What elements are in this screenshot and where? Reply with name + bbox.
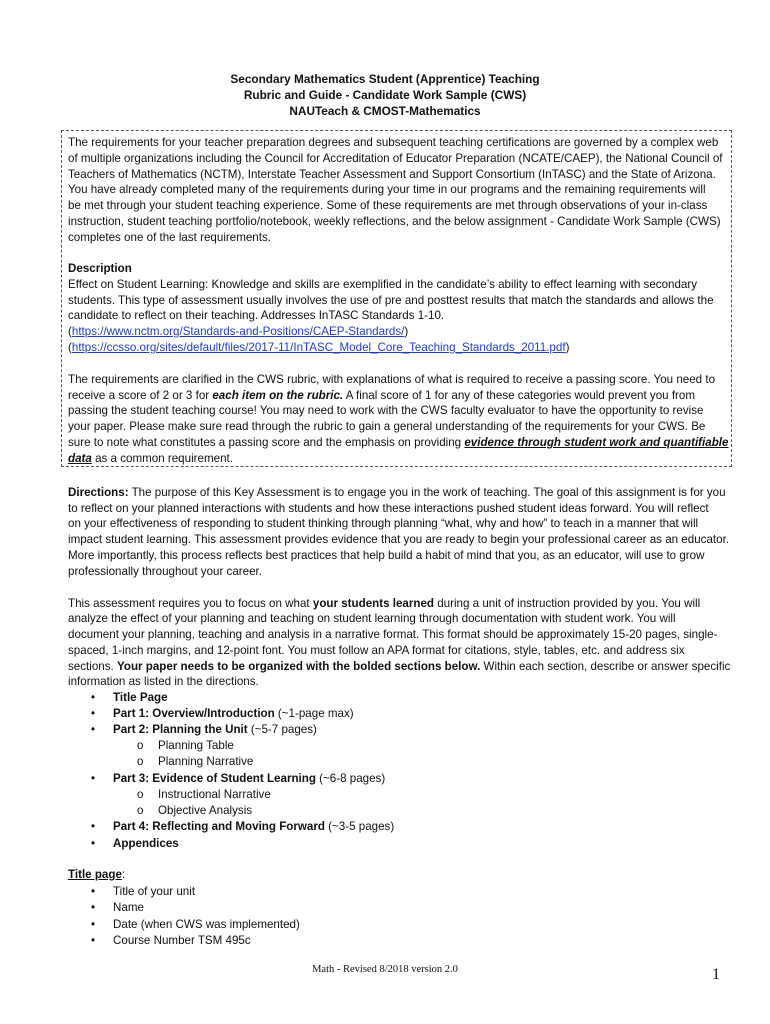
requirements-line: sure to note what constitutes a passing score and the emphasis on providing evidence through student work and quantifiable [68,436,729,449]
nctm-link-line: (https://www.nctm.org/Standards-and-Positions/CAEP-Standards/) [68,325,409,338]
bullet-icon: • [91,691,96,704]
directions-label: Directions: [68,486,129,499]
assessment-line: analyze the effect of your planning and teaching on student learning through documentation with student work. You will [68,612,676,625]
intro-line: The requirements for your teacher preparation degrees and subsequent teaching certifications are governed by a complex web [68,136,719,149]
title-page-item: Date (when CWS was implemented) [113,918,300,931]
assessment-line: sections. Your paper needs to be organized with the bolded sections below. Within each section, describe or answer specific [68,660,731,673]
intro-line: be met through your student teaching experience. Some of these requirements are met through observations of your in-class [68,199,708,212]
title-page-item: Course Number TSM 495c [113,934,251,947]
intro-line: completes one of the last requirements. [68,231,271,244]
nctm-link[interactable]: https://www.nctm.org/Standards-and-Positions/CAEP-Standards/ [71,325,405,338]
doc-title-line3: NAUTeach & CMOST-Mathematics [289,104,481,118]
bullet-icon: • [91,820,96,833]
sub-bullet-icon: o [137,755,144,768]
section-part2-sub: Planning Table [158,739,234,752]
description-line: students. This type of assessment usually involves the use of pre and posttest results that match the standards and allows the [68,294,714,307]
requirements-line: The requirements are clarified in the CWS rubric, with explanations of what is required to receive a passing score. You need to [68,373,716,386]
page-footer: Math - Revised 8/2018 version 2.0 [312,964,458,975]
assessment-line: document your planning, teaching and analysis in a narrative format. This format should be approximately 15-20 pages, single- [68,628,718,641]
section-part3: Part 3: Evidence of Student Learning (~6-8 pages) [113,772,386,785]
doc-title-line1: Secondary Mathematics Student (Apprentice) Teaching [230,72,540,86]
intro-line: You have already completed many of the requirements during your time in our programs and the remaining requirements will [68,183,706,196]
bullet-icon: • [91,772,96,785]
assessment-line: This assessment requires you to focus on what your students learned during a unit of instruction provided by you. You will [68,597,701,610]
bullet-icon: • [91,837,96,850]
section-title-page: Title Page [113,691,168,704]
title-page-item: Title of your unit [113,885,196,898]
intro-line: Teachers of Mathematics (NCTM), Interstate Teacher Assessment and Support Consortium (InTASC) and the State of Arizona. [68,168,716,181]
section-appendices: Appendices [113,837,179,850]
sub-bullet-icon: o [137,739,144,752]
bullet-icon: • [91,934,96,947]
bullet-icon: • [91,707,96,720]
requirements-line: data as a common requirement. [68,452,233,465]
requirements-line: receive a score of 2 or 3 for each item on the rubric. A final score of 1 for any of these categories would prevent you from [68,389,696,402]
sub-bullet-icon: o [137,804,144,817]
description-line: Effect on Student Learning: Knowledge and skills are exemplified in the candidate’s ability to effect learning with secondary [68,278,698,291]
directions-line: More importantly, this process reflects best practices that help build a habit of mind that you, as an educator, will use to grow [68,549,705,562]
section-part3-sub: Instructional Narrative [158,788,271,801]
section-part3-sub: Objective Analysis [158,804,253,817]
section-part1: Part 1: Overview/Introduction (~1-page max) [113,707,354,720]
bullet-icon: • [91,901,96,914]
intro-line: instruction, student teaching portfolio/notebook, weekly reflections, and the below assignment - Candidate Work Sample (CWS) [68,215,721,228]
description-line: candidate to reflect on their teaching. Addresses InTASC Standards 1-10. [68,309,445,322]
bullet-icon: • [91,918,96,931]
directions-line: to reflect on your planned interactions with students and how these interactions pushed student ideas forward. You will reflect [68,502,709,515]
section-part4: Part 4: Reflecting and Moving Forward (~3-5 pages) [113,820,395,833]
section-part2-sub: Planning Narrative [158,755,254,768]
directions-line: on your effectiveness of responding to student thinking through planning “what, why and how” to teach in a manner that will [68,517,699,530]
title-page-heading: Title page: [68,868,126,881]
directions-line: impact student learning. This assessment provides evidence that you are ready to begin your professional career as an educator. [68,533,730,546]
requirements-line: your paper. Please make sure read through the rubric to gain a general understanding of the requirements for your CWS. Be [68,420,706,433]
section-part2: Part 2: Planning the Unit (~5-7 pages) [113,723,317,736]
requirements-line: passing the student teaching course! You may need to work with the CWS faculty evaluator to have the opportunity to revise [68,404,704,417]
sub-bullet-icon: o [137,788,144,801]
page-number: 1 [712,966,720,983]
directions-line: Directions: The purpose of this Key Assessment is to engage you in the work of teaching. The goal of this assignment is for you [68,486,726,499]
bullet-icon: • [91,723,96,736]
doc-title-line2: Rubric and Guide - Candidate Work Sample (CWS) [243,88,527,102]
title-page-item: Name [113,901,144,914]
ccsso-link-line: (https://ccsso.org/sites/default/files/2017-11/InTASC_Model_Core_Teaching_Standards_2011.pdf) [68,341,570,354]
intro-line: of multiple organizations including the Council for Accreditation of Educator Preparation (NCATE/CAEP), the National Council of [68,152,723,165]
bullet-icon: • [91,885,96,898]
ccsso-link[interactable]: https://ccsso.org/sites/default/files/2017-11/InTASC_Model_Core_Teaching_Standards_2011.pdf [71,341,566,354]
assessment-line: information as listed in the directions. [68,675,259,688]
description-heading: Description [68,262,132,275]
assessment-line: spaced, 1-inch margins, and 12-point font. You must follow an APA format for citations, style, tables, etc. and address six [68,644,685,657]
directions-line: professionally throughout your career. [68,565,262,578]
